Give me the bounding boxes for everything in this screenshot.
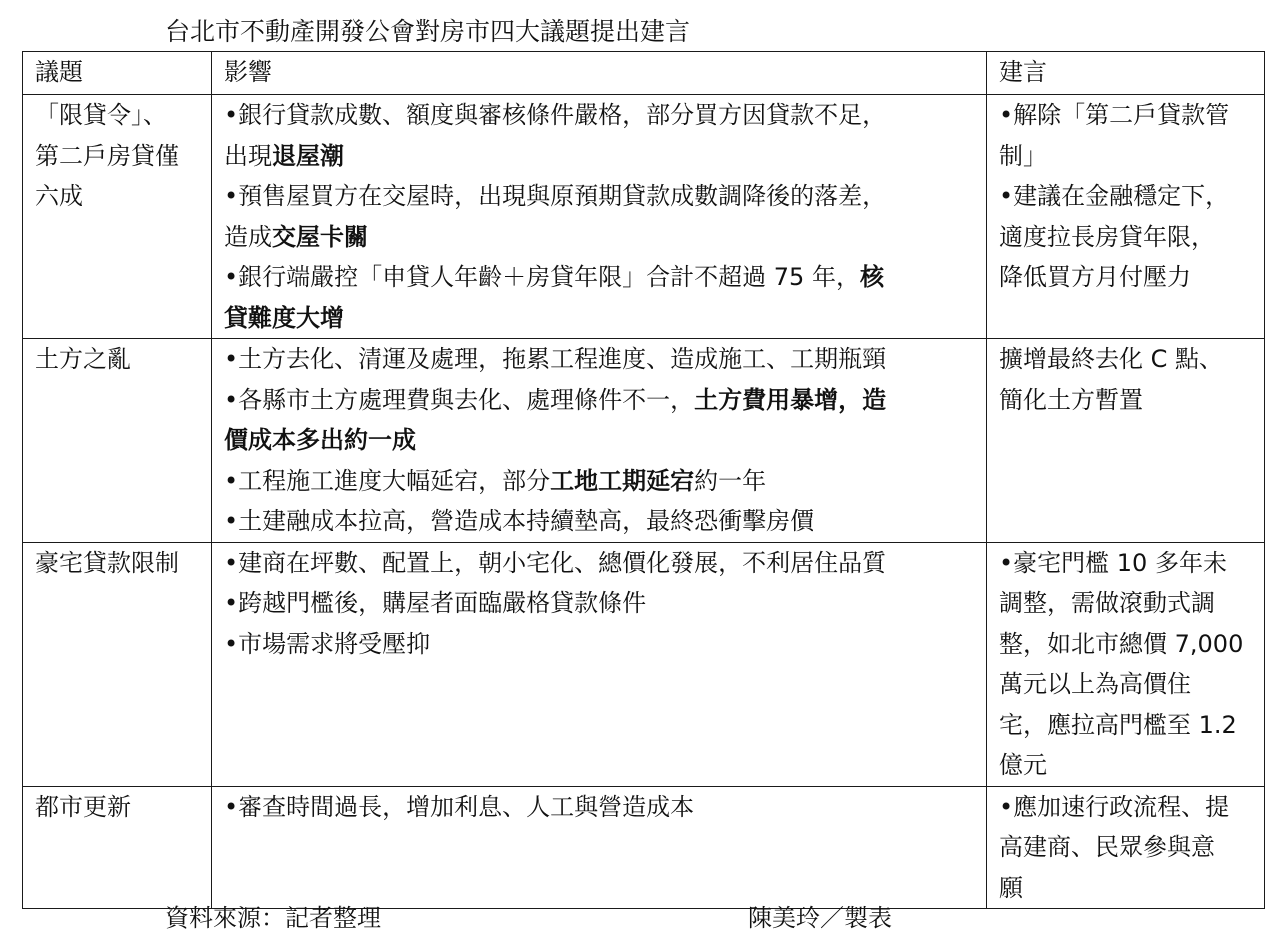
impact-line (224, 217, 986, 258)
advice-line: 調整，需做滾動式調 (999, 589, 1215, 617)
advice-line: 擴增最終去化 C 點、 (999, 345, 1224, 373)
topic-line: 土方之亂 (35, 345, 131, 373)
advice-line: 適度拉長房貸年限， (999, 222, 1215, 251)
table-header-row (23, 52, 1265, 95)
impact-emphasis: 核 (859, 263, 884, 291)
credit-note: 陳美玲／製表 (748, 904, 892, 932)
table-row (23, 95, 1265, 339)
advice-cell (987, 95, 1265, 339)
impact-emphasis: 工地工期延宕 (550, 466, 695, 495)
impact-line (224, 461, 986, 502)
advice-line: 制」 (999, 141, 1047, 170)
advice-line: •解除「第二戶貸款管 (999, 101, 1230, 129)
header-impact: 影響 (212, 52, 987, 95)
impact-line (224, 136, 986, 177)
impact-line (224, 298, 986, 339)
impact-cell (212, 339, 987, 543)
advice-line: 萬元以上為高價住 (999, 670, 1191, 698)
impact-text: 造成 (224, 222, 272, 251)
impact-text: •審查時間過長，增加利息、人工與營造成本 (224, 792, 695, 821)
table-row (23, 339, 1265, 543)
impact-text: •各縣市土方處理費與去化、處理條件不一， (224, 385, 695, 414)
advice-line: 億元 (999, 751, 1047, 779)
table-row (23, 542, 1265, 786)
advice-line: 降低買方月付壓力 (999, 263, 1191, 291)
topic-cell (23, 786, 212, 909)
impact-line (224, 420, 986, 461)
impact-emphasis: 貸難度大增 (224, 303, 344, 332)
impact-text: •市場需求將受壓抑 (224, 629, 431, 658)
topic-line: 「限貸令」、 (35, 101, 167, 129)
impact-text: •土建融成本拉高，營造成本持續墊高，最終恐衝擊房價 (224, 507, 815, 535)
impact-text: •跨越門檻後，購屋者面臨嚴格貸款條件 (224, 589, 647, 617)
impact-line (224, 787, 986, 828)
impact-cell (212, 786, 987, 909)
impact-line (224, 95, 986, 136)
header-advice: 建言 (987, 52, 1265, 95)
impact-text: 出現 (224, 141, 272, 170)
topic-cell (23, 339, 212, 543)
impact-text: •土方去化、清運及處理，拖累工程進度、造成施工、工期瓶頸 (224, 345, 887, 373)
document-title: 台北市不動產開發公會對房市四大議題提出建言 (165, 17, 691, 46)
impact-emphasis: 土方費用暴增，造 (694, 385, 887, 414)
advice-line: 簡化土方暫置 (999, 385, 1143, 414)
impact-line (224, 501, 986, 542)
topic-line: 六成 (35, 182, 83, 210)
advice-cell (987, 786, 1265, 909)
impact-cell (212, 542, 987, 786)
impact-text: •建商在坪數、配置上，朝小宅化、總價化發展，不利居住品質 (224, 548, 887, 577)
topic-cell (23, 542, 212, 786)
impact-emphasis: 退屋潮 (272, 141, 344, 170)
impact-text: •銀行端嚴控「申貸人年齡＋房貸年限」合計不超過 75 年， (224, 263, 860, 291)
impact-cell (212, 95, 987, 339)
impact-emphasis: 交屋卡關 (272, 222, 368, 251)
impact-line (224, 583, 986, 624)
impact-line (224, 176, 986, 217)
topic-line: 都市更新 (35, 792, 131, 821)
impact-text: •預售屋買方在交屋時，出現與原預期貸款成數調降後的落差， (224, 182, 887, 210)
advice-line: •豪宅門檻 10 多年未 (999, 548, 1227, 577)
table-row (23, 786, 1265, 909)
impact-line (224, 380, 986, 421)
proposal-table (22, 51, 1265, 909)
impact-text: •銀行貸款成數、額度與審核條件嚴格，部分買方因貸款不足， (224, 101, 887, 129)
advice-line: 宅，應拉高門檻至 1.2 (999, 710, 1237, 739)
header-topic: 議題 (23, 52, 212, 95)
advice-line: •建議在金融穩定下， (999, 182, 1230, 210)
impact-text: •工程施工進度大幅延宕，部分 (224, 466, 551, 495)
source-note: 資料來源：記者整理 (165, 904, 381, 932)
topic-cell (23, 95, 212, 339)
advice-line: 願 (999, 873, 1023, 902)
advice-cell (987, 339, 1265, 543)
topic-line: 豪宅貸款限制 (35, 548, 179, 577)
topic-line: 第二戶房貸僅 (35, 141, 179, 170)
impact-line (224, 257, 986, 298)
advice-line: 整，如北市總價 7,000 (999, 629, 1244, 658)
impact-emphasis: 價成本多出約一成 (224, 426, 416, 454)
impact-line (224, 543, 986, 584)
advice-line: •應加速行政流程、提 (999, 792, 1230, 821)
impact-line (224, 339, 986, 380)
advice-cell (987, 542, 1265, 786)
advice-line: 高建商、民眾參與意 (999, 833, 1215, 861)
impact-line (224, 624, 986, 665)
impact-text: 約一年 (694, 466, 767, 495)
